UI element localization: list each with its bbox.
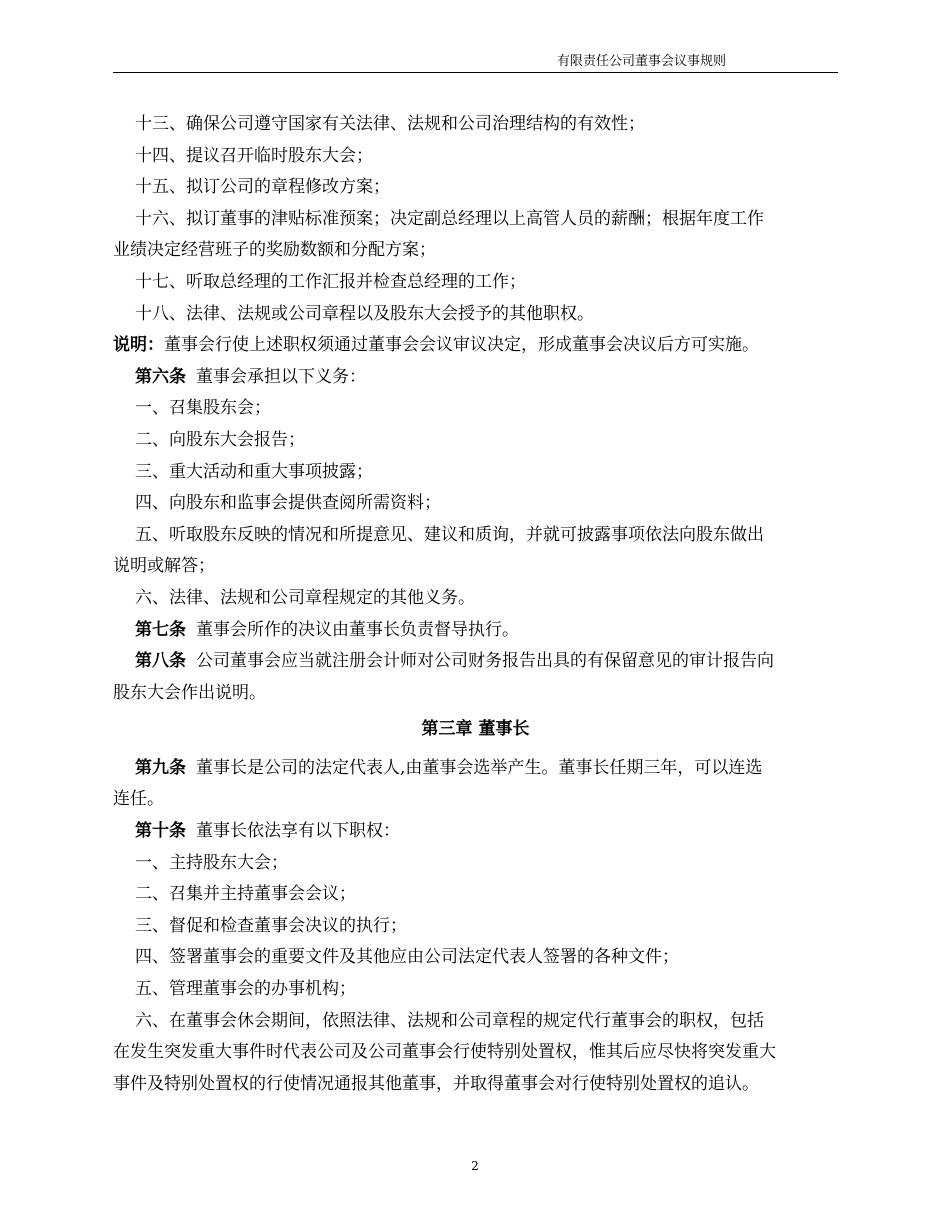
duty-item-2: 二、向股东大会报告；: [135, 429, 305, 450]
chairman-power-1: 一、主持股东大会；: [135, 852, 288, 873]
chairman-power-6-line-1: 六、在董事会休会期间，依照法律、法规和公司章程的规定代行董事会的职权，包括: [135, 1010, 764, 1031]
header-title: 有限责任公司董事会议事规则: [556, 54, 726, 69]
page-header: [113, 52, 838, 74]
chairman-power-4: 四、签署董事会的重要文件及其他应由公司法定代表人签署的各种文件；: [135, 947, 679, 968]
note-label: 说明：: [113, 335, 164, 356]
header-rule: [113, 72, 838, 73]
article-9-text: 董事长是公司的法定代表人,由董事会选举产生。董事长任期三年，可以连选: [196, 757, 763, 778]
power-item-14: 十四、提议召开临时股东大会；: [135, 145, 373, 166]
note-text: 董事会行使上述职权须通过董事会会议审议决定，形成董事会决议后方可实施。: [164, 335, 759, 356]
article-9-label: 第九条: [135, 757, 186, 778]
chairman-power-6-line-3: 事件及特别处置权的行使情况通报其他董事，并取得董事会对行使特别处置权的追认。: [113, 1073, 759, 1094]
note-paragraph: [113, 330, 838, 362]
duty-item-5-line-2: 说明或解答；: [113, 556, 215, 577]
power-item-16-line-2: 业绩决定经营班子的奖励数额和分配方案；: [113, 240, 436, 261]
duty-item-6: 六、法律、法规和公司章程规定的其他义务。: [135, 587, 475, 608]
chairman-power-5: 五、管理董事会的办事机构；: [135, 979, 356, 1000]
article-6: [113, 362, 838, 394]
chairman-power-6-line-2: 在发生突发重大事件时代表公司及公司董事会行使特别处置权，惟其后应尽快将突发重大: [113, 1042, 776, 1063]
article-7-label: 第七条: [135, 619, 186, 640]
article-10-label: 第十条: [135, 821, 186, 842]
article-9-line-2: 连任。: [113, 789, 164, 810]
article-8-label: 第八条: [135, 651, 186, 672]
power-item-16-line-1: 十六、拟订董事的津贴标准预案；决定副总经理以上高管人员的薪酬；根据年度工作: [135, 208, 764, 229]
duty-item-1: 一、召集股东会；: [135, 398, 271, 419]
chapter-3-heading: 第三章 董事长: [421, 719, 530, 740]
chairman-power-3: 三、督促和检查董事会决议的执行；: [135, 915, 407, 936]
article-7-text: 董事会所作的决议由董事长负责督导执行。: [196, 619, 519, 640]
article-8-text: 公司董事会应当就注册会计师对公司财务报告出具的有保留意见的审计报告向: [196, 651, 774, 672]
duty-item-4: 四、向股东和监事会提供查阅所需资料；: [135, 493, 441, 514]
page-number: 2: [471, 1159, 479, 1173]
power-item-13: 十三、确保公司遵守国家有关法律、法规和公司治理结构的有效性；: [135, 114, 645, 134]
duty-item-5-line-1: 五、听取股东反映的情况和所提意见、建议和质询，并就可披露事项依法向股东做出: [135, 524, 764, 545]
article-8-line-1: [113, 646, 838, 678]
article-8-line-2: 股东大会作出说明。: [113, 682, 266, 703]
chairman-power-2: 二、召集并主持董事会会议；: [135, 884, 356, 905]
power-item-17: 十七、听取总经理的工作汇报并检查总经理的工作；: [135, 271, 526, 292]
duty-item-3: 三、重大活动和重大事项披露；: [135, 461, 373, 482]
article-6-text: 董事会承担以下义务：: [196, 366, 366, 387]
article-7: [113, 615, 838, 647]
article-10-text: 董事长依法享有以下职权：: [196, 821, 400, 842]
document-body: [113, 109, 838, 1100]
power-item-18: 十八、法律、法规或公司章程以及股东大会授予的其他职权。: [135, 303, 594, 324]
article-6-label: 第六条: [135, 366, 186, 387]
article-10: [113, 816, 838, 848]
power-item-15: 十五、拟订公司的章程修改方案；: [135, 177, 390, 198]
article-9-line-1: [113, 753, 838, 785]
